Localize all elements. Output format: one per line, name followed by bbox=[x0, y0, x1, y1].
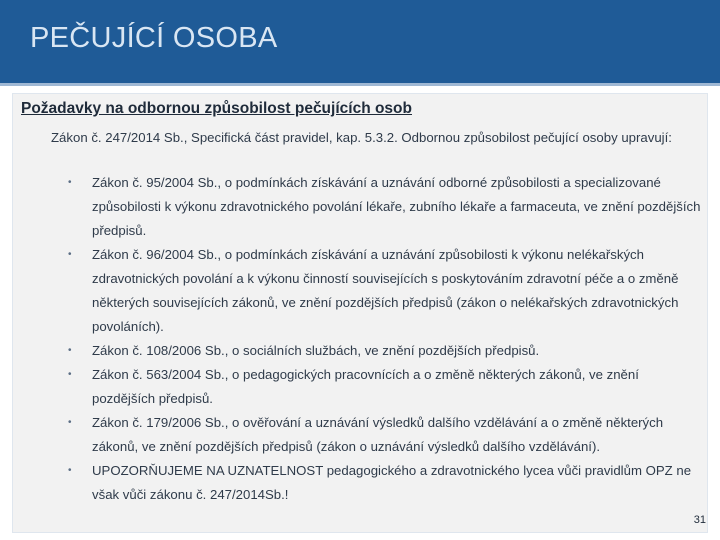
bullet-list bbox=[63, 171, 703, 507]
intro-text: Zákon č. 247/2014 Sb., Specifická část pravidel, kap. 5.3.2. Odbornou způsobilost pečující osoby upravují: bbox=[51, 130, 672, 145]
list-item bbox=[63, 243, 703, 339]
list-item-text: Zákon č. 179/2006 Sb., o ověřování a uznávání výsledků dalšího vzdělávání a o změně některých zákonů, ve znění pozdějších předpisů (zákon o uznávání výsledků dalšího vzdělávání). bbox=[92, 415, 664, 454]
bullet-icon: • bbox=[68, 417, 72, 428]
list-item bbox=[63, 339, 703, 363]
bullet-icon: • bbox=[68, 177, 72, 188]
list-item bbox=[63, 411, 703, 459]
list-item-text: Zákon č. 96/2004 Sb., o podmínkách získávání a uznávání způsobilosti k výkonu nelékařských zdravotnických povolání a k výkonu činností souvisejících s poskytováním zdravotní péče a o změně některých souvisejících zákonů, ve znění pozdějších předpisů (zákon o nelékařských zdravotnických povoláních). bbox=[92, 247, 679, 334]
list-item-text: Zákon č. 108/2006 Sb., o sociálních službách, ve znění pozdějších předpisů. bbox=[92, 343, 540, 358]
list-item-text: UPOZORŇUJEME NA UZNATELNOST pedagogického a zdravotnického lycea vůči pravidlům OPZ ne však vůči zákonu č. 247/2014Sb.! bbox=[92, 463, 692, 502]
bullet-icon: • bbox=[68, 249, 72, 260]
bullet-icon: • bbox=[68, 369, 72, 380]
bullet-icon: • bbox=[68, 465, 72, 476]
page-number: 31 bbox=[693, 514, 706, 526]
bullet-icon: • bbox=[68, 345, 72, 356]
slide-title: PEČUJÍCÍ OSOBA bbox=[30, 22, 278, 54]
list-item bbox=[63, 171, 703, 243]
section-heading: Požadavky na odbornou způsobilost pečujících osob bbox=[21, 100, 412, 117]
list-item-text: Zákon č. 563/2004 Sb., o pedagogických pracovnících a o změně některých zákonů, ve znění pozdějších předpisů. bbox=[92, 367, 639, 406]
list-item bbox=[63, 459, 703, 507]
slide-header bbox=[0, 0, 720, 86]
list-item-text: Zákon č. 95/2004 Sb., o podmínkách získávání a uznávání odborné způsobilosti a specializované způsobilosti k výkonu zdravotnického povolání lékaře, zubního lékaře a farmaceuta, ve znění pozdějších předpisů. bbox=[92, 175, 701, 238]
list-item bbox=[63, 363, 703, 411]
